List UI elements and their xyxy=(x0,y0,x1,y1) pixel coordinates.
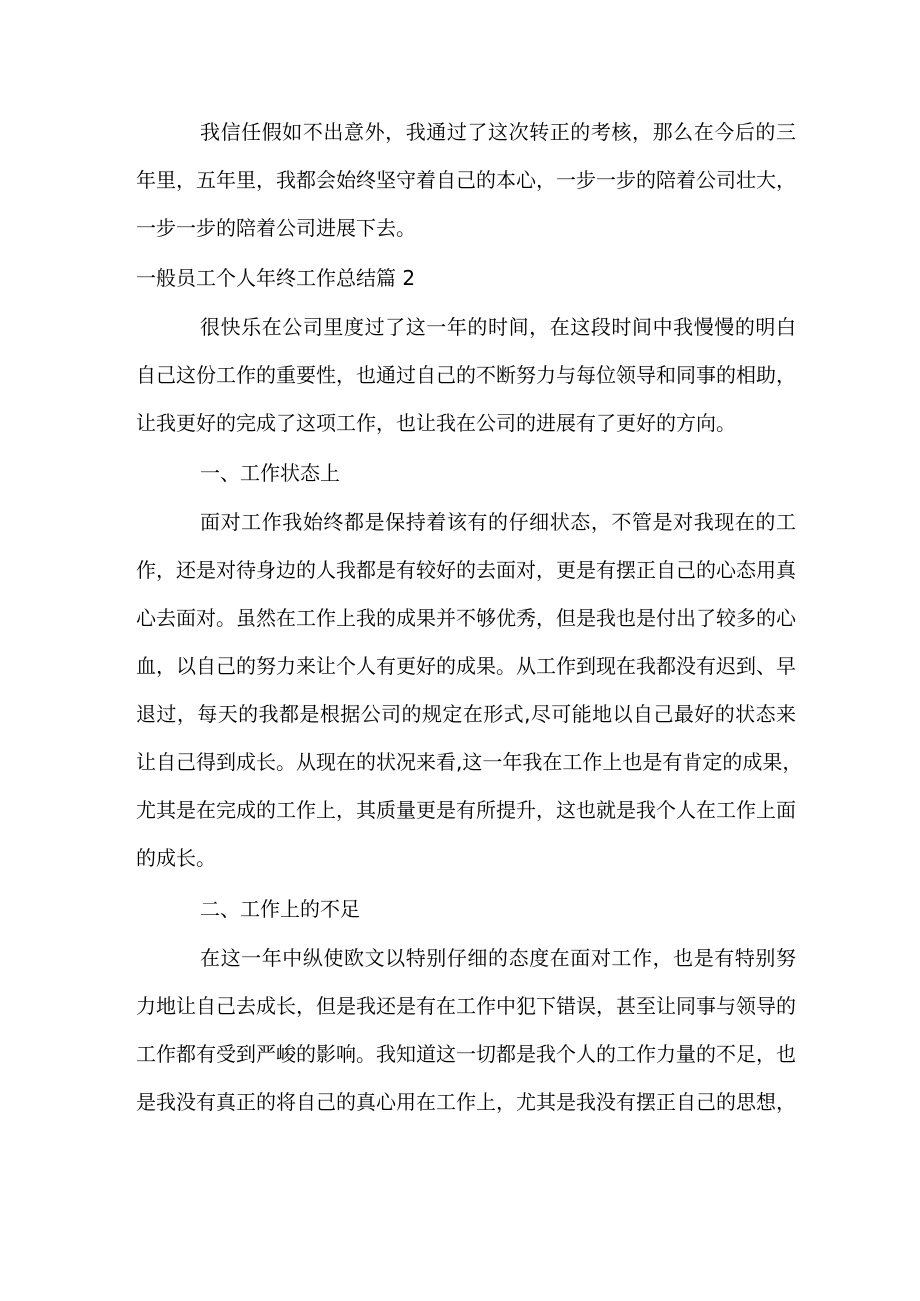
section-heading: 二、工作上的不足 xyxy=(200,897,360,921)
paragraph-line: 很快乐在公司里度过了这一年的时间，在这段时间中我慢慢的明白 xyxy=(200,315,796,339)
paragraph-line: 一步一步的陪着公司进展下去。 xyxy=(136,216,416,240)
section-heading: 一、工作状态上 xyxy=(200,461,340,485)
paragraph-line: 让自己得到成长。从现在的状况来看,这一年我在工作上也是有肯定的成果， xyxy=(136,750,803,774)
paragraph-line: 自己这份工作的重要性，也通过自己的不断努力与每位领导和同事的相助， xyxy=(136,363,796,387)
paragraph-line: 年里，五年里，我都会始终坚守着自己的本心，一步一步的陪着公司壮大， xyxy=(136,168,796,192)
paragraph-line: 力地让自己去成长，但是我还是有在工作中犯下错误，甚至让同事与领导的 xyxy=(136,994,796,1018)
paragraph-line: 让我更好的完成了这项工作，也让我在公司的进展有了更好的方向。 xyxy=(136,411,736,435)
paragraph-line: 作，还是对待身边的人我都是有较好的去面对，更是有摆正自己的心态用真 xyxy=(136,558,796,582)
paragraph-line: 工作都有受到严峻的影响。我知道这一切都是我个人的工作力量的不足，也 xyxy=(136,1042,796,1066)
section-title: 一般员工个人年终工作总结篇 2 xyxy=(136,266,416,290)
paragraph-line: 退过，每天的我都是根据公司的规定在形式,尽可能地以自己最好的状态来 xyxy=(136,702,796,726)
paragraph-line: 在这一年中纵使欧文以特别仔细的态度在面对工作，也是有特别努 xyxy=(200,946,796,970)
paragraph-line: 面对工作我始终都是保持着该有的仔细状态，不管是对我现在的工 xyxy=(200,510,796,534)
paragraph-line: 的成长。 xyxy=(136,846,216,870)
paragraph-line: 血，以自己的努力来让个人有更好的成果。从工作到现在我都没有迟到、早 xyxy=(136,654,796,678)
paragraph-line: 尤其是在完成的工作上，其质量更是有所提升，这也就是我个人在工作上面 xyxy=(136,798,796,822)
paragraph-line: 我信任假如不出意外，我通过了这次转正的考核，那么在今后的三 xyxy=(200,120,796,144)
paragraph-line: 心去面对。虽然在工作上我的成果并不够优秀，但是我也是付出了较多的心 xyxy=(136,606,796,630)
paragraph-line: 是我没有真正的将自己的真心用在工作上，尤其是我没有摆正自己的思想， xyxy=(136,1090,796,1114)
